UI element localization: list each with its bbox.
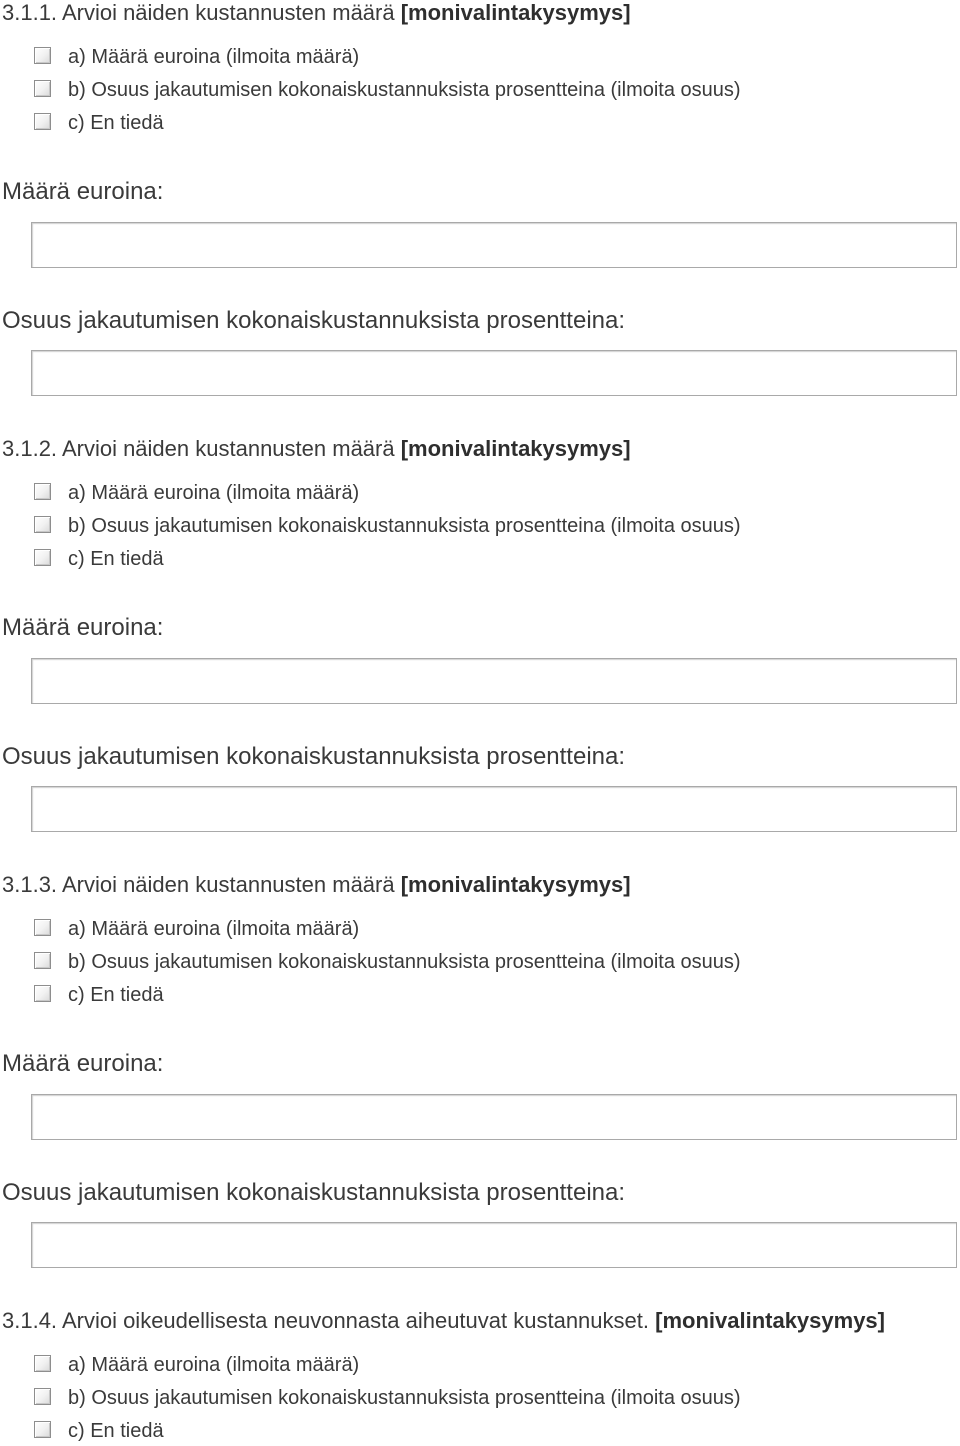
question-type-tag: [monivalintakysymys] [400,0,631,25]
question-number: 3.1.2. [2,436,58,461]
checkbox[interactable] [34,952,51,969]
checkbox[interactable] [34,1388,51,1405]
share-field-label: Osuus jakautumisen kokonaiskustannuksista prosentteina: [2,307,626,334]
question-text: Arvioi näiden kustannusten määrä [61,0,395,25]
checkbox[interactable] [34,549,51,566]
checkbox[interactable] [34,47,51,64]
amount-input[interactable] [31,222,957,268]
share-input[interactable] [31,1222,957,1268]
option-label: c) En tiedä [68,548,164,570]
option-label: a) Määrä euroina (ilmoita määrä) [68,46,360,68]
share-input[interactable] [31,350,957,396]
checkbox[interactable] [34,919,51,936]
question-title [2,1308,885,1334]
amount-input[interactable] [31,1094,957,1140]
amount-input[interactable] [31,658,957,704]
question-text: Arvioi näiden kustannusten määrä [61,436,395,461]
option-label: c) En tiedä [68,1420,164,1442]
share-field-label: Osuus jakautumisen kokonaiskustannuksista prosentteina: [2,743,626,770]
amount-field-label: Määrä euroina: [2,1050,164,1077]
checkbox[interactable] [34,113,51,130]
question-type-tag: [monivalintakysymys] [655,1308,885,1333]
checkbox[interactable] [34,516,51,533]
option-label: b) Osuus jakautumisen kokonaiskustannuksista prosentteina (ilmoita osuus) [68,1387,741,1409]
option-label: c) En tiedä [68,984,164,1006]
question-number: 3.1.4. [2,1308,58,1333]
question-number: 3.1.1. [2,0,58,25]
question-text: Arvioi näiden kustannusten määrä [61,872,395,897]
checkbox[interactable] [34,1355,51,1372]
question-text: Arvioi oikeudellisesta neuvonnasta aiheutuvat kustannukset. [61,1308,649,1333]
share-input[interactable] [31,786,957,832]
option-label: a) Määrä euroina (ilmoita määrä) [68,482,360,504]
share-field-label: Osuus jakautumisen kokonaiskustannuksista prosentteina: [2,1179,626,1206]
amount-field-label: Määrä euroina: [2,614,164,641]
question-number: 3.1.3. [2,872,58,897]
checkbox[interactable] [34,80,51,97]
question-title [2,872,631,898]
option-label: c) En tiedä [68,112,164,134]
option-label: a) Määrä euroina (ilmoita määrä) [68,1354,360,1376]
question-title [2,436,631,462]
question-type-tag: [monivalintakysymys] [400,872,631,897]
checkbox[interactable] [34,985,51,1002]
checkbox[interactable] [34,1421,51,1438]
question-title [2,0,631,26]
option-label: b) Osuus jakautumisen kokonaiskustannuksista prosentteina (ilmoita osuus) [68,951,741,973]
option-label: b) Osuus jakautumisen kokonaiskustannuksista prosentteina (ilmoita osuus) [68,79,741,101]
option-label: a) Määrä euroina (ilmoita määrä) [68,918,360,940]
question-type-tag: [monivalintakysymys] [400,436,631,461]
checkbox[interactable] [34,483,51,500]
amount-field-label: Määrä euroina: [2,178,164,205]
option-label: b) Osuus jakautumisen kokonaiskustannuksista prosentteina (ilmoita osuus) [68,515,741,537]
